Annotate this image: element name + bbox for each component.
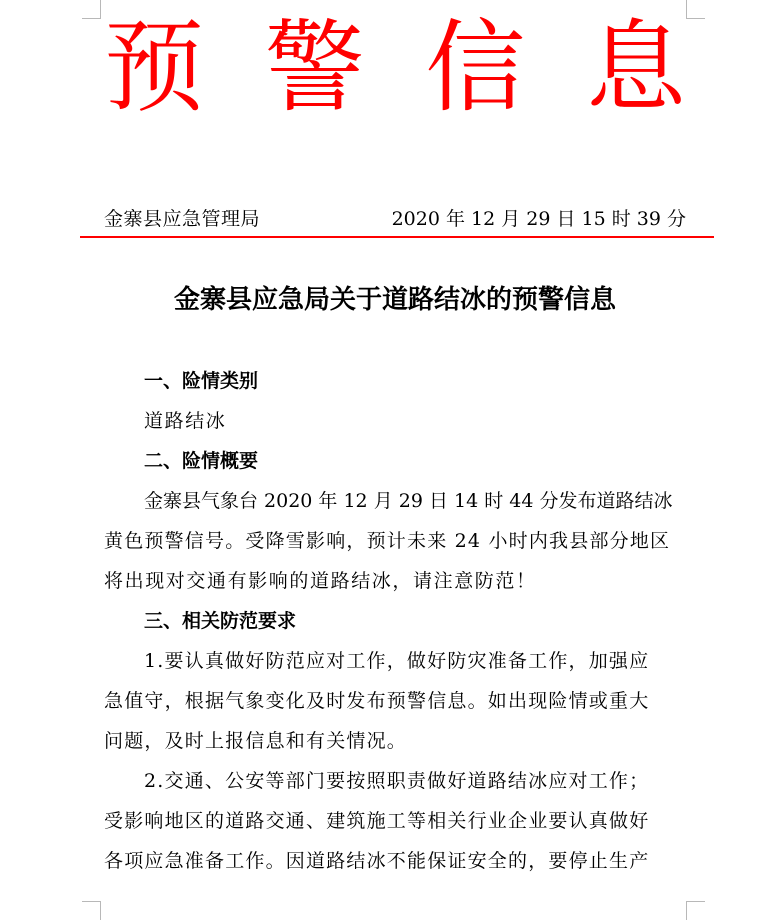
masthead-title [104, 9, 686, 126]
issuer-row [104, 204, 686, 234]
section-1-heading: 一、险情类别 [144, 370, 259, 392]
masthead-char-4: 息 [585, 9, 686, 126]
section-3-p1-line-2: 急值守，根据气象变化及时发布预警信息。如出现险情或重大 [104, 690, 650, 712]
issue-date: 2020 年 12 月 29 日 15 时 39 分 [391, 208, 686, 230]
crop-mark-bottom-right [686, 901, 705, 920]
masthead-char-1: 预 [104, 9, 204, 126]
section-3-p2-line-3: 各项应急准备工作。因道路结冰不能保证安全的，要停止生产 [104, 850, 650, 872]
section-2-line-3: 将出现对交通有影响的道路结冰，请注意防范！ [104, 570, 537, 592]
crop-mark-top-right [686, 0, 705, 19]
section-2-line-1: 金寨县气象台 2020 年 12 月 29 日 14 时 44 分发布道路结冰 [144, 490, 673, 512]
section-3-heading: 三、相关防范要求 [144, 610, 297, 632]
section-2-line-2: 黄色预警信号。受降雪影响，预计未来 24 小时内我县部分地区 [104, 530, 671, 552]
section-1-body: 道路结冰 [144, 410, 227, 432]
section-2-heading: 二、险情概要 [144, 450, 259, 472]
masthead-char-3: 信 [425, 9, 526, 126]
section-3-p1-line-1: 1.要认真做好防范应对工作，做好防灾准备工作，加强应 [144, 650, 650, 672]
section-3-p2-line-1: 2.交通、公安等部门要按照职责做好道路结冰应对工作； [144, 770, 650, 792]
crop-mark-bottom-left [82, 901, 101, 920]
section-3-p2-line-2: 受影响地区的道路交通、建筑施工等相关行业企业要认真做好 [104, 810, 650, 832]
red-divider-rule [80, 236, 714, 238]
masthead-char-2: 警 [264, 9, 365, 126]
section-3-p1-line-3: 问题，及时上报信息和有关情况。 [104, 730, 408, 752]
crop-mark-top-left [82, 0, 101, 19]
issuer-name: 金寨县应急管理局 [104, 208, 261, 230]
document-title: 金寨县应急局关于道路结冰的预警信息 [173, 285, 616, 315]
